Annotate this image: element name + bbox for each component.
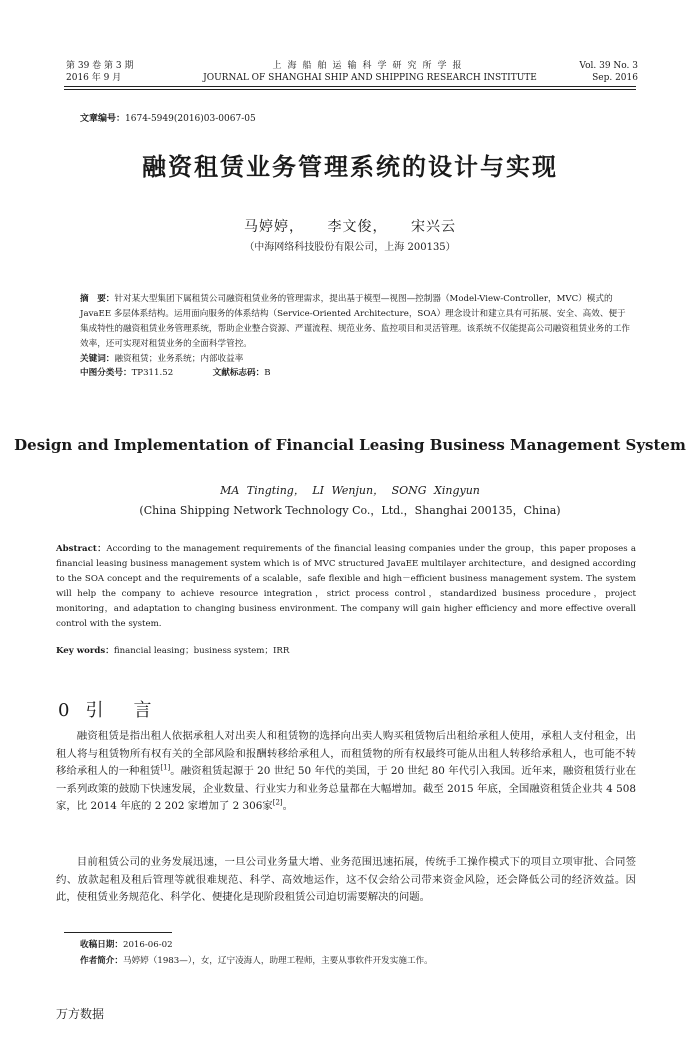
citation-ref-1[interactable]: [1]: [160, 763, 171, 772]
header-rule-bottom: [64, 89, 636, 90]
body-paragraph-2: 目前租赁公司的业务发展迅速，一旦公司业务量大增、业务范围迅速拓展，传统手工操作模式下的项目立项审批、合同签约、放款起租及租后管理等就很难规范、科学、高效地运作，这不仅会给公司带来资金风险，还会降低公司的经济效益。因此，使租赁业务规范化、科学化、便捷化是现阶段租赁公司迫切需要解决的问题。: [56, 856, 636, 903]
header-rule-top: [64, 86, 636, 87]
watermark-text: 万方数据: [56, 1007, 105, 1021]
header-volume-en: Vol. 39 No. 3 Sep. 2016: [579, 61, 638, 83]
footnote-received: 收稿日期：2016-06-02: [80, 940, 173, 950]
footnote-author-bio: 作者简介：马婷婷（1983—），女，辽宁凌海人，助理工程师，主要从事软件开发实施工作。: [80, 956, 433, 966]
header-journal-name: 上海船舶运输科学研究所学报 JOURNAL OF SHANGHAI SHIP AND SHIPPING RESEARCH INSTITUTE: [203, 61, 537, 83]
classification-line: 中图分类号：TP311.52 文献标志码：B: [80, 368, 271, 378]
keywords-cn: 关键词：融资租赁；业务系统；内部收益率: [80, 354, 244, 364]
keywords-cn-block: [80, 352, 632, 380]
affiliation-cn: （中海网络科技股份有限公司，上海 200135）: [244, 242, 456, 253]
page-title-en: Design and Implementation of Financial Leasing Business Management System: [14, 436, 686, 454]
footnote-rule: [64, 932, 172, 933]
citation-ref-2[interactable]: [2]: [272, 798, 283, 807]
authors-en: MA Tingting， LI Wenjun， SONG Xingyun: [220, 484, 480, 497]
page-title-cn: 融资租赁业务管理系统的设计与实现: [142, 152, 558, 181]
article-number: 文章编号：1674-5949(2016)03-0067-05: [80, 114, 256, 124]
authors-cn: 马婷婷， 李文俊， 宋兴云: [244, 219, 456, 235]
header-volume-issue: 第 39 卷 第 3 期 2016 年 9 月: [66, 61, 134, 83]
body-paragraph-1: 融资租赁是指出租人依据承租人对出卖人和租赁物的选择向出卖人购买租赁物后出租给承租人使用，承租人支付租金，出租人将与租赁物所有权有关的全部风险和报酬转移给承租人，而租赁物的所有权最终可能从出租人转移给承租人，也可能不转移给承租人的一种租赁[1]。融资租赁起源于 20 世纪 50 年代的美国，于 20 世纪 80 年代引入我国。近年来，融资租赁行业在一系列政策的鼓励下快速发展，企业数量、行业实力和业务总量都在大幅增加。截至 2015 年底，全国融资租赁企业共 4 508 家，比 2014 年底的 2 202 家增加了 2 306家[2]。: [56, 730, 636, 812]
section-heading: 0 引 言: [58, 700, 158, 721]
abstract-en: Abstract：According to the management requirements of the financial leasing companies under the group，this paper proposes a financial leasing business management system which is of MVC structured JavaEE multilayer architecture，and designed according to the SOA concept and the requirements of a scalable，safe flexible and high－efficient business management system. The system will help the company to achieve resource integration，strict process control，standardized business procedure，project monitoring，and adaptation to changing business environment. The company will gain higher efficiency and more effective overall control with the system.: [56, 544, 636, 629]
keywords-en: Key words：financial leasing；business system；IRR: [56, 646, 290, 656]
abstract-cn: 摘 要：针对某大型集团下属租赁公司融资租赁业务的管理需求，提出基于模型—视图—控制器（Model-View-Controller，MVC）模式的 JavaEE 多层体系结构。运用面向服务的体系结构（Service-Oriented Architecture，SOA）理念设计和建立具有可拓展、安全、高效、便于集成特性的融资租赁业务管理系统，帮助企业整合资源、严谨流程、规范业务、监控项目和灵活管理。该系统不仅能提高公司融资租赁业务的工作效率，还可实现对租赁业务的全面科学管控。: [80, 294, 631, 349]
affiliation-en: (China Shipping Network Technology Co.，Ltd.，Shanghai 200135，China): [139, 504, 561, 517]
